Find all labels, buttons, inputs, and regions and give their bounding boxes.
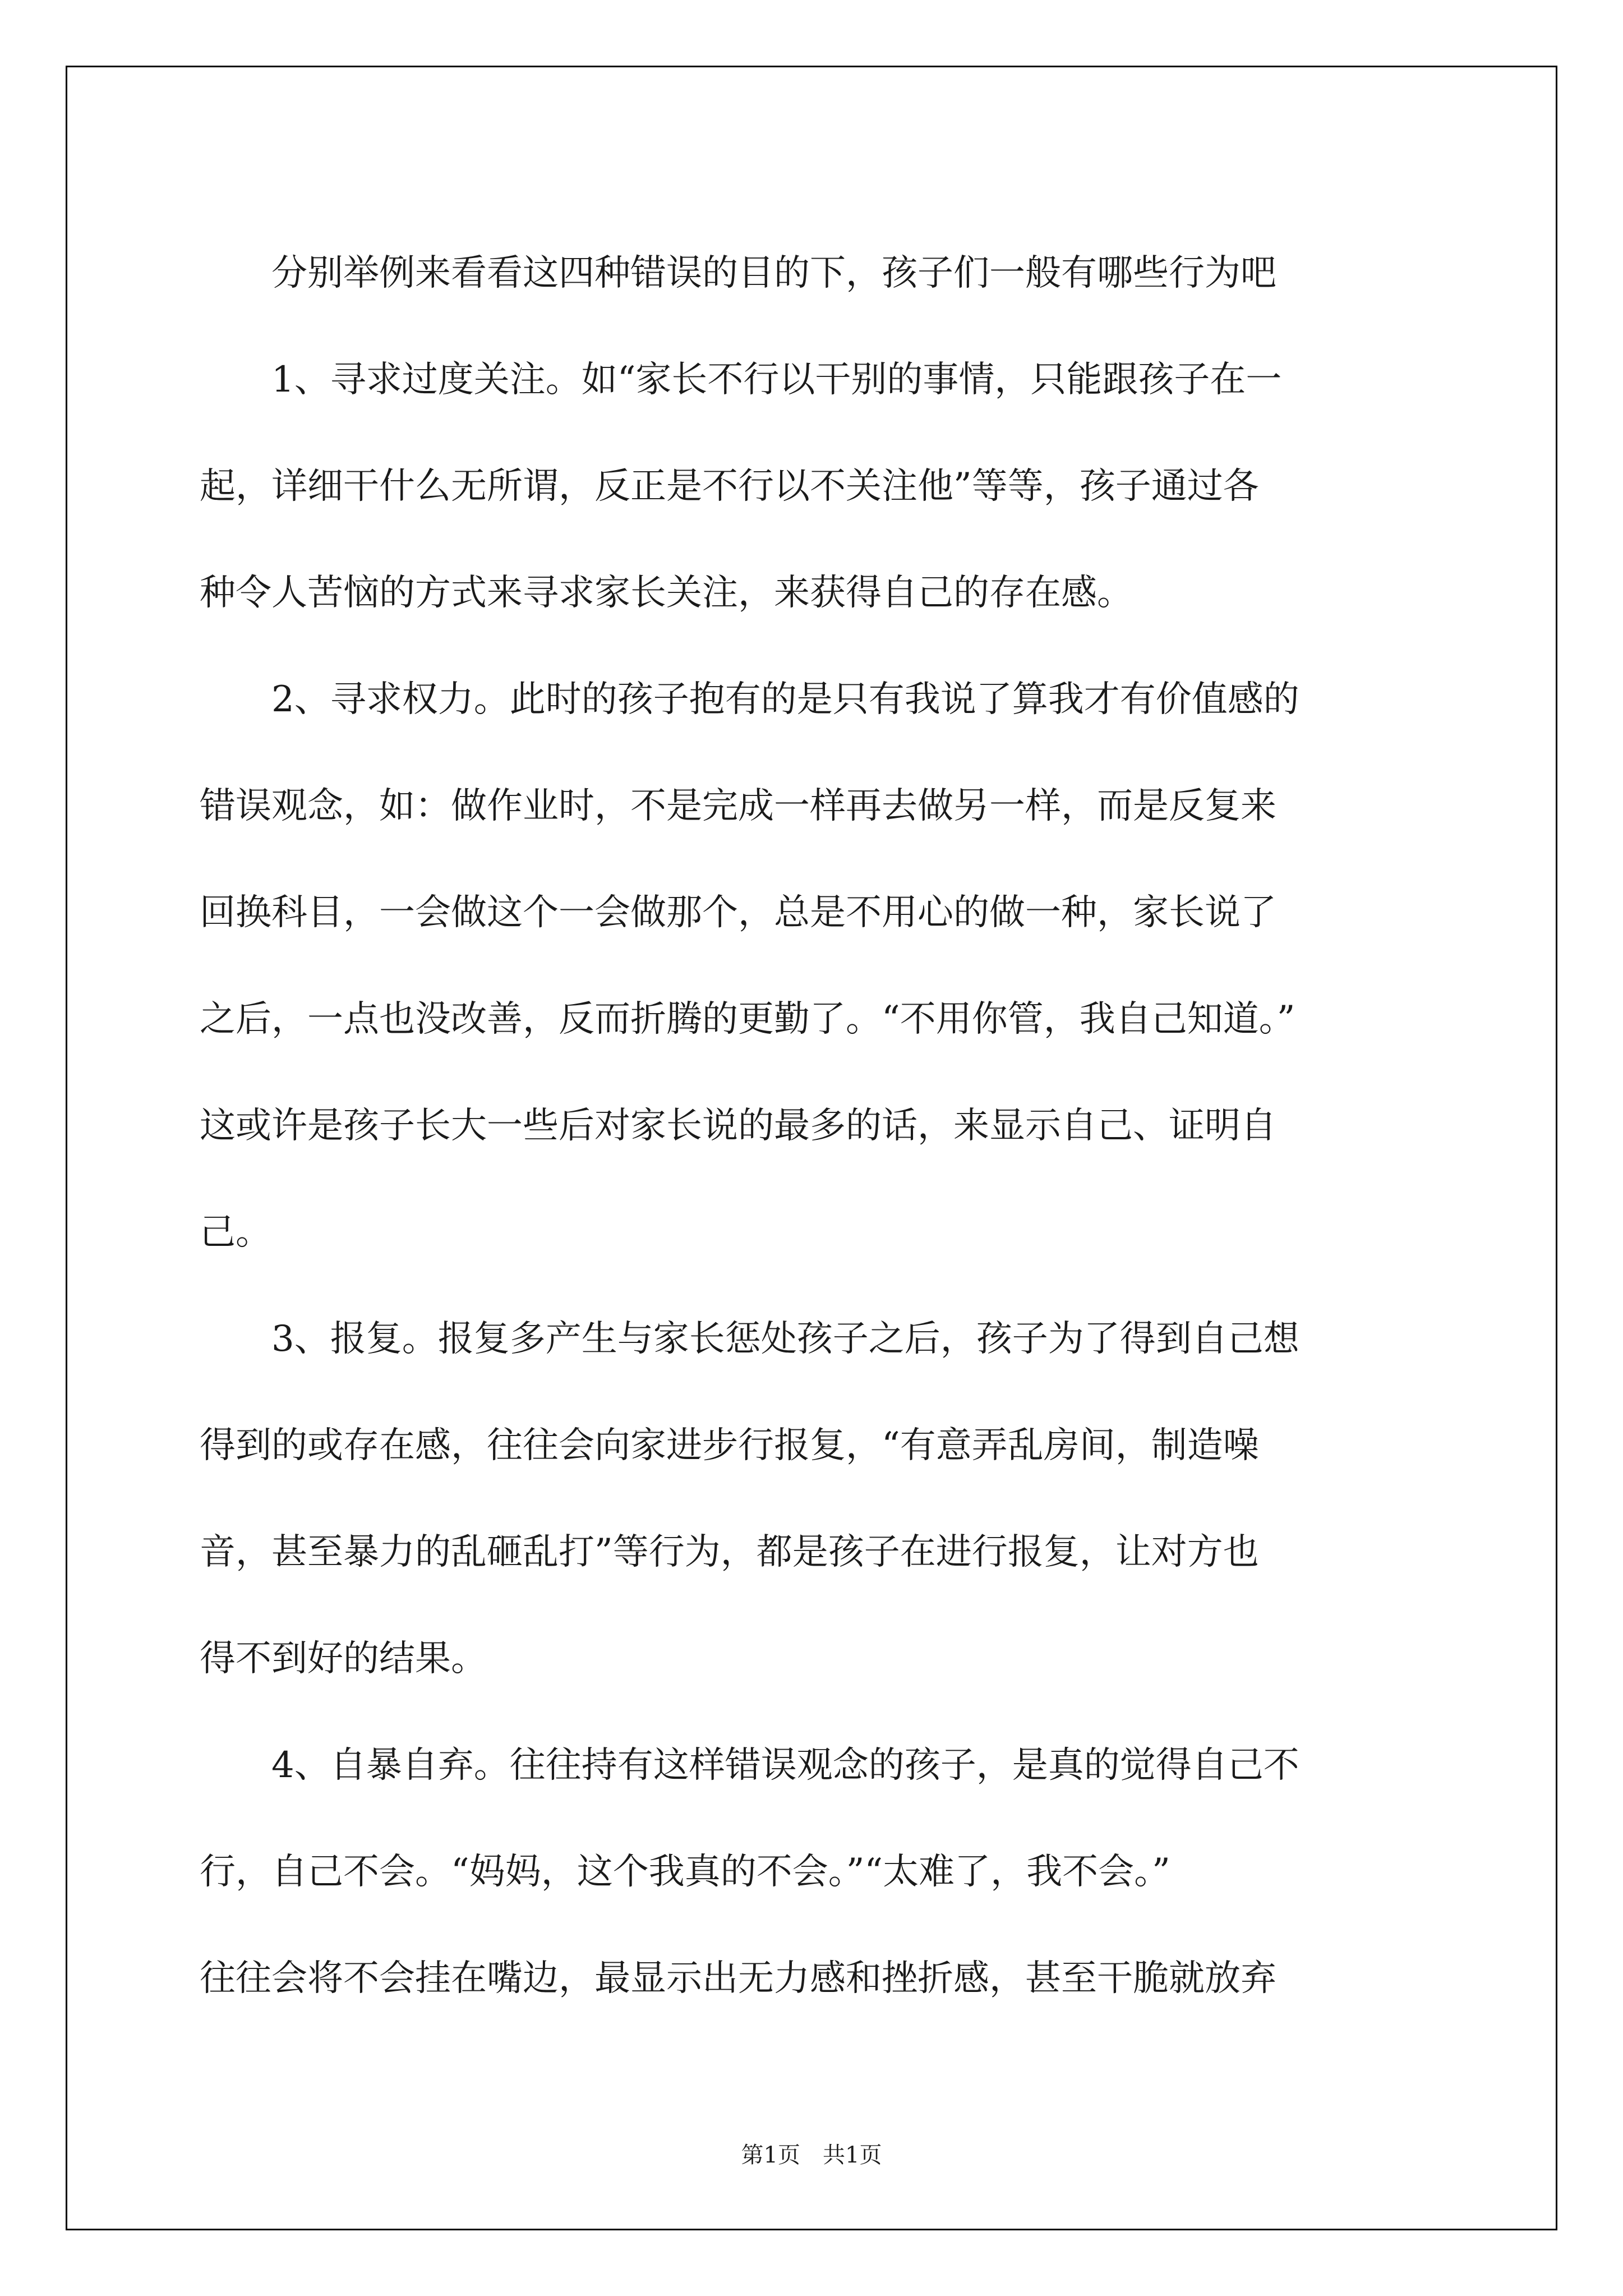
paragraph-3-line-1: 3、报复。报复多产生与家长惩处孩子之后，孩子为了得到自己想 [271,1318,1299,1360]
paragraph-1-line-2: 起，详细干什么无所谓，反正是不行以不关注他”等等，孩子通过各 [200,466,1259,507]
document-body [200,220,1433,2032]
paragraph-3-line-4: 得不到好的结果。 [200,1638,487,1680]
paragraph-1-line-3: 种令人苦恼的方式来寻求家长关注，来获得自己的存在感。 [200,572,1133,614]
paragraph-2-line-4: 之后，一点也没改善，反而折腾的更勤了。“不用你管，我自己知道。” [200,999,1295,1040]
paragraph-1-line-1: 1、寻求过度关注。如“家长不行以干别的事情，只能跟孩子在一 [271,359,1282,401]
paragraph-2-line-3: 回换科目，一会做这个一会做那个，总是不用心的做一种，家长说了 [200,892,1276,933]
paragraph-3-line-2: 得到的或存在感，往往会向家进步行报复，“有意弄乱房间，制造噪 [200,1425,1259,1466]
paragraph-3-line-3: 音，甚至暴力的乱砸乱打”等行为，都是孩子在进行报复，让对方也 [200,1531,1259,1573]
paragraph-2-line-5: 这或许是孩子长大一些后对家长说的最多的话，来显示自己、证明自 [200,1105,1276,1147]
paragraph-2-line-1: 2、寻求权力。此时的孩子抱有的是只有我说了算我才有价值感的 [271,679,1299,720]
paragraph-2-line-6: 己。 [200,1212,271,1253]
paragraph-4-line-2: 行，自己不会。“妈妈，这个我真的不会。”“太难了，我不会。” [200,1851,1170,1893]
paragraph-2-line-2: 错误观念，如：做作业时，不是完成一样再去做另一样，而是反复来 [200,785,1276,827]
paragraph-intro-line: 分别举例来看看这四种错误的目的下，孩子们一般有哪些行为吧 [271,252,1276,294]
paragraph-4-line-3: 往往会将不会挂在嘴边，最显示出无力感和挫折感，甚至干脆就放弃 [200,1958,1276,1999]
paragraph-4-line-1: 4、自暴自弃。往往持有这样错误观念的孩子，是真的觉得自己不 [271,1745,1299,1786]
page-footer: 第1页 共1页 [741,2142,882,2168]
